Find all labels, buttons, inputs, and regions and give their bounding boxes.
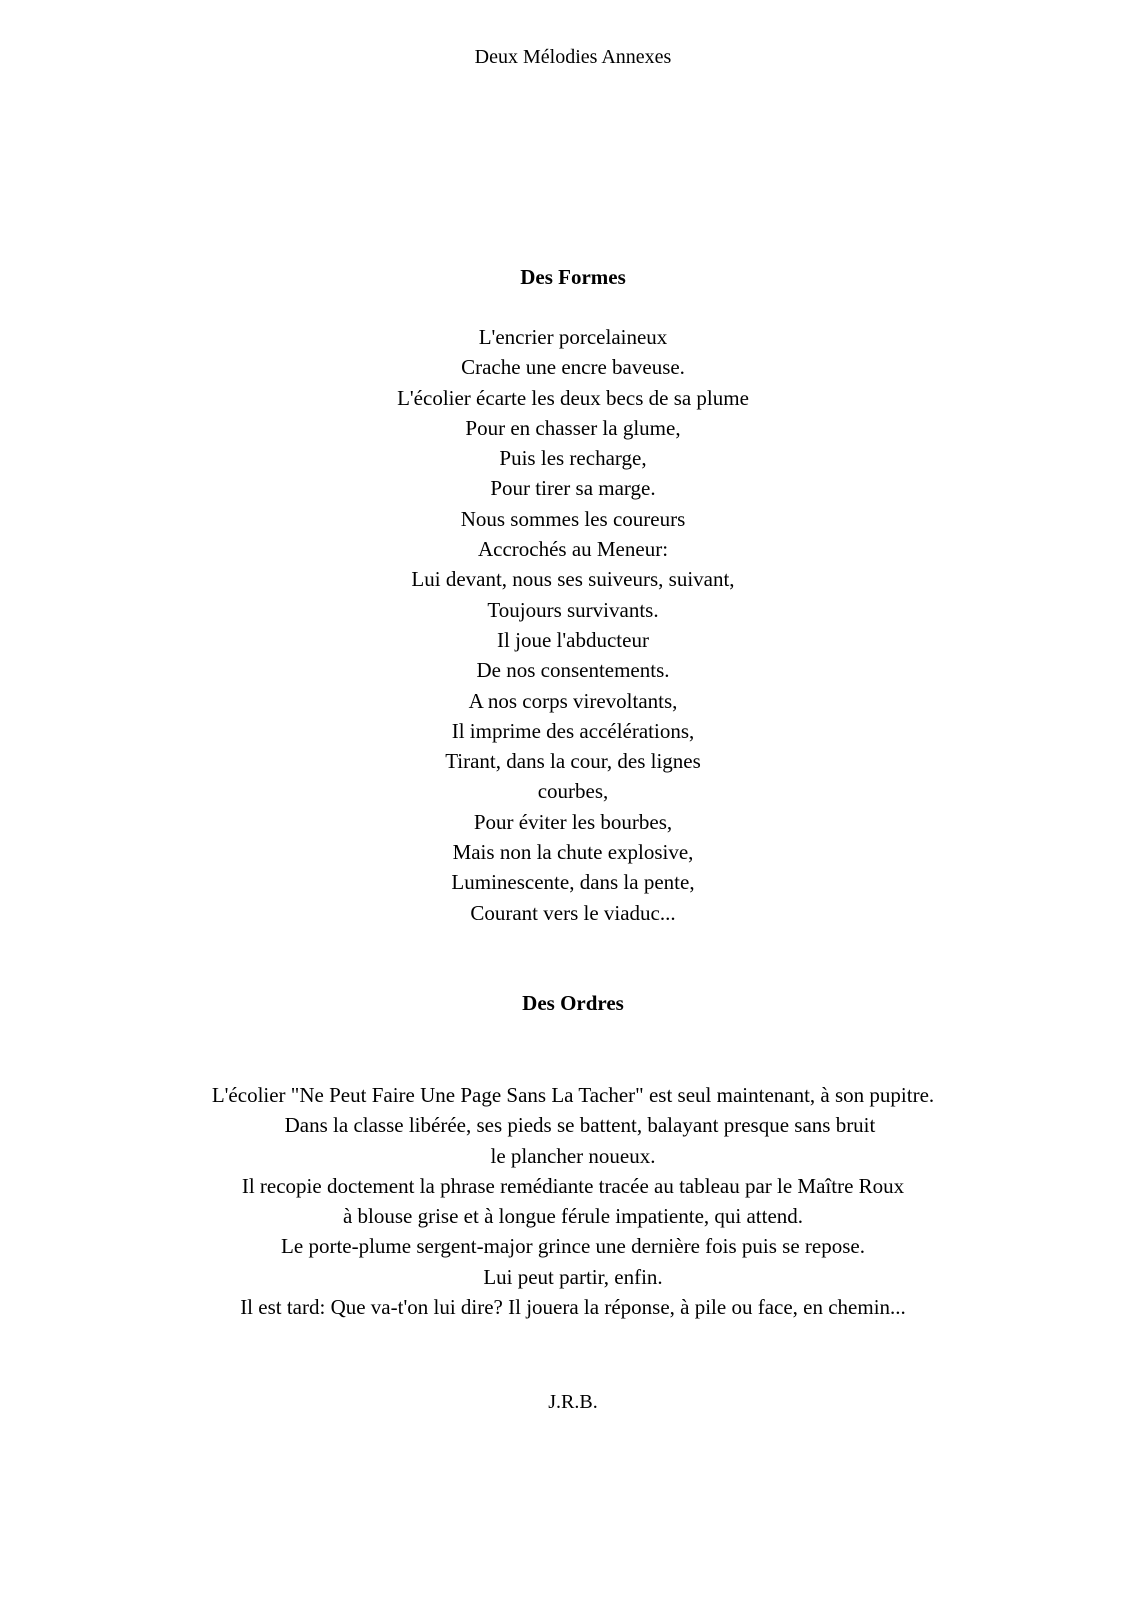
poem-line: Pour tirer sa marge. [490,476,656,501]
prose-line: à blouse grise et à longue férule impatiente, qui attend. [342,1204,804,1229]
poem-line: Crache une encre baveuse. [461,355,685,380]
poem-line: L'écolier écarte les deux becs de sa plume [397,385,749,410]
poem-line: Luminescente, dans la pente, [451,870,695,895]
prose-line: Il est tard: Que va-t'on lui dire? Il jouera la réponse, à pile ou face, en chemin... [240,1295,906,1320]
prose-line: L'écolier "Ne Peut Faire Une Page Sans La Tacher" est seul maintenant, à son pupitre. [211,1083,935,1107]
poem-line: Pour éviter les bourbes, [473,809,673,834]
poem-line: L'encrier porcelaineux [478,325,668,349]
poem-line: Tirant, dans la cour, des lignes [445,749,701,774]
poem-line: Toujours survivants. [487,597,659,622]
poem-line: A nos corps virevoltants, [468,688,678,713]
poem-line: courbes, [537,779,609,804]
signature: J.R.B. [548,1391,598,1413]
prose-line: Il recopie doctement la phrase remédiante tracée au tableau par le Maître Roux [241,1173,905,1198]
poem-line: Pour en chasser la glume, [465,415,681,440]
poem-line: Il imprime des accélérations, [451,718,695,743]
poem-line: Lui devant, nous ses suiveurs, suivant, [411,567,735,592]
prose-line: Lui peut partir, enfin. [483,1264,663,1289]
poem-line: Nous sommes les coureurs [460,506,686,531]
poem-line: De nos consentements. [476,658,670,683]
poem-line: Puis les recharge, [499,446,647,471]
poem-line: Il joue l'abducteur [497,627,649,652]
section-title-ordres: Des Ordres [522,991,624,1015]
page-header: Deux Mélodies Annexes [474,46,672,68]
poem-des-formes [0,322,1131,928]
poem-line: Courant vers le viaduc... [470,900,676,925]
prose-des-ordres [0,1080,1131,1322]
prose-line: Dans la classe libérée, ses pieds se battent, balayant presque sans bruit [284,1113,876,1138]
prose-line: le plancher noueux. [490,1143,656,1168]
section-title-formes: Des Formes [520,265,626,289]
prose-line: Le porte-plume sergent-major grince une dernière fois puis se repose. [281,1234,865,1259]
poem-line: Mais non la chute explosive, [452,840,694,865]
poem-line: Accrochés au Meneur: [477,537,669,562]
